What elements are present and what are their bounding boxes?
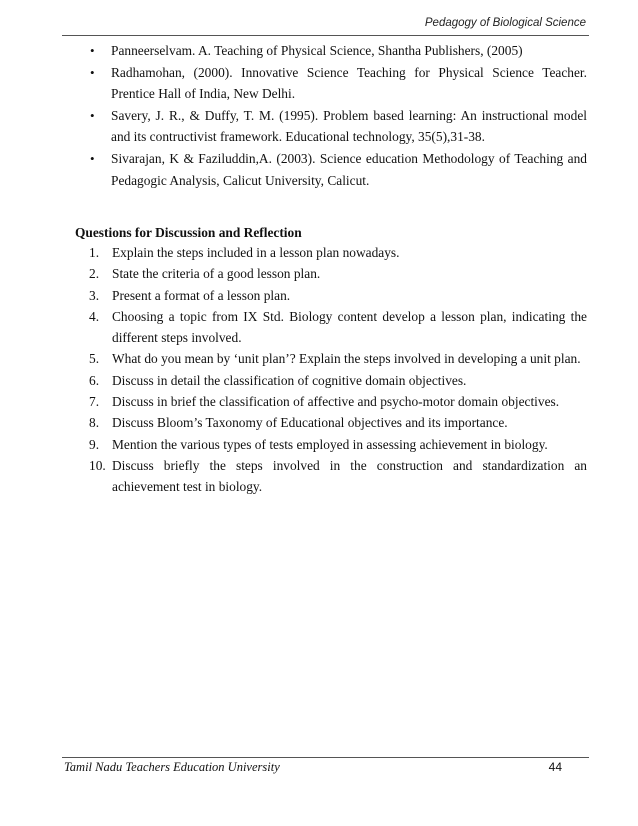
question-item <box>89 285 587 306</box>
question-number: 9. <box>89 436 100 452</box>
reference-text: Savery, J. R., & Duffy, T. M. (1995). Problem based learning: An instructional model and its contructivist framework. Educational technology, 35(5),31-38. <box>111 107 587 145</box>
footer-rule <box>62 757 589 758</box>
reference-item <box>90 62 587 105</box>
bullet: • <box>90 150 95 166</box>
question-number: 6. <box>89 372 100 388</box>
question-number: 1. <box>89 245 100 260</box>
question-number: 2. <box>89 266 100 282</box>
question-text: Discuss briefly the steps involved in the construction and standardization an achievement test in biology. <box>112 457 587 495</box>
question-number: 7. <box>89 394 100 410</box>
question-text: Present a format of a lesson plan. <box>112 287 291 303</box>
running-header: Pedagogy of Biological Science <box>424 17 586 29</box>
reference-item <box>90 148 587 191</box>
question-text: What do you mean by ‘unit plan’? Explain the steps involved in developing a unit plan. <box>112 351 581 367</box>
reference-text: Panneerselvam. A. Teaching of Physical Science, Shantha Publishers, (2005) <box>111 43 523 58</box>
question-list <box>0 242 638 498</box>
question-text: Discuss in brief the classification of affective and psycho-motor domain objectives. <box>112 394 560 410</box>
question-item <box>89 242 587 263</box>
question-number: 5. <box>89 351 100 367</box>
question-text: Explain the steps included in a lesson plan nowadays. <box>112 245 400 260</box>
reference-list <box>0 40 638 191</box>
question-item <box>89 370 587 391</box>
footer-institution: Tamil Nadu Teachers Education University <box>64 760 280 774</box>
page-number: 44 <box>548 760 562 774</box>
question-text: Choosing a topic from IX Std. Biology content develop a lesson plan, indicating the different steps involved. <box>112 308 587 346</box>
question-item <box>89 455 587 498</box>
bullet: • <box>90 107 95 123</box>
question-item <box>89 434 587 455</box>
question-item <box>89 263 587 284</box>
bullet: • <box>90 64 95 80</box>
question-number: 10. <box>89 457 106 473</box>
question-text: Discuss in detail the classification of cognitive domain objectives. <box>112 372 467 388</box>
question-number: 3. <box>89 287 100 303</box>
reference-item <box>90 105 587 148</box>
question-item <box>89 306 587 349</box>
reference-text: Radhamohan, (2000). Innovative Science Teaching for Physical Science Teacher. Prentice Hall of India, New Delhi. <box>111 64 587 102</box>
question-number: 8. <box>89 415 100 431</box>
question-item <box>89 412 587 433</box>
question-text: Mention the various types of tests employed in assessing achievement in biology. <box>112 436 548 452</box>
reference-text: Sivarajan, K & Faziluddin,A. (2003). Science education Methodology of Teaching and Pedagogic Analysis, Calicut University, Calicut. <box>111 150 587 188</box>
question-item <box>89 391 587 412</box>
question-text: State the criteria of a good lesson plan. <box>112 266 321 282</box>
question-item <box>89 348 587 369</box>
question-text: Discuss Bloom’s Taxonomy of Educational objectives and its importance. <box>112 415 508 431</box>
bullet: • <box>90 43 95 58</box>
question-number: 4. <box>89 308 100 324</box>
header-rule <box>62 35 589 36</box>
reference-item <box>90 40 587 62</box>
section-heading: Questions for Discussion and Reflection <box>75 225 302 240</box>
